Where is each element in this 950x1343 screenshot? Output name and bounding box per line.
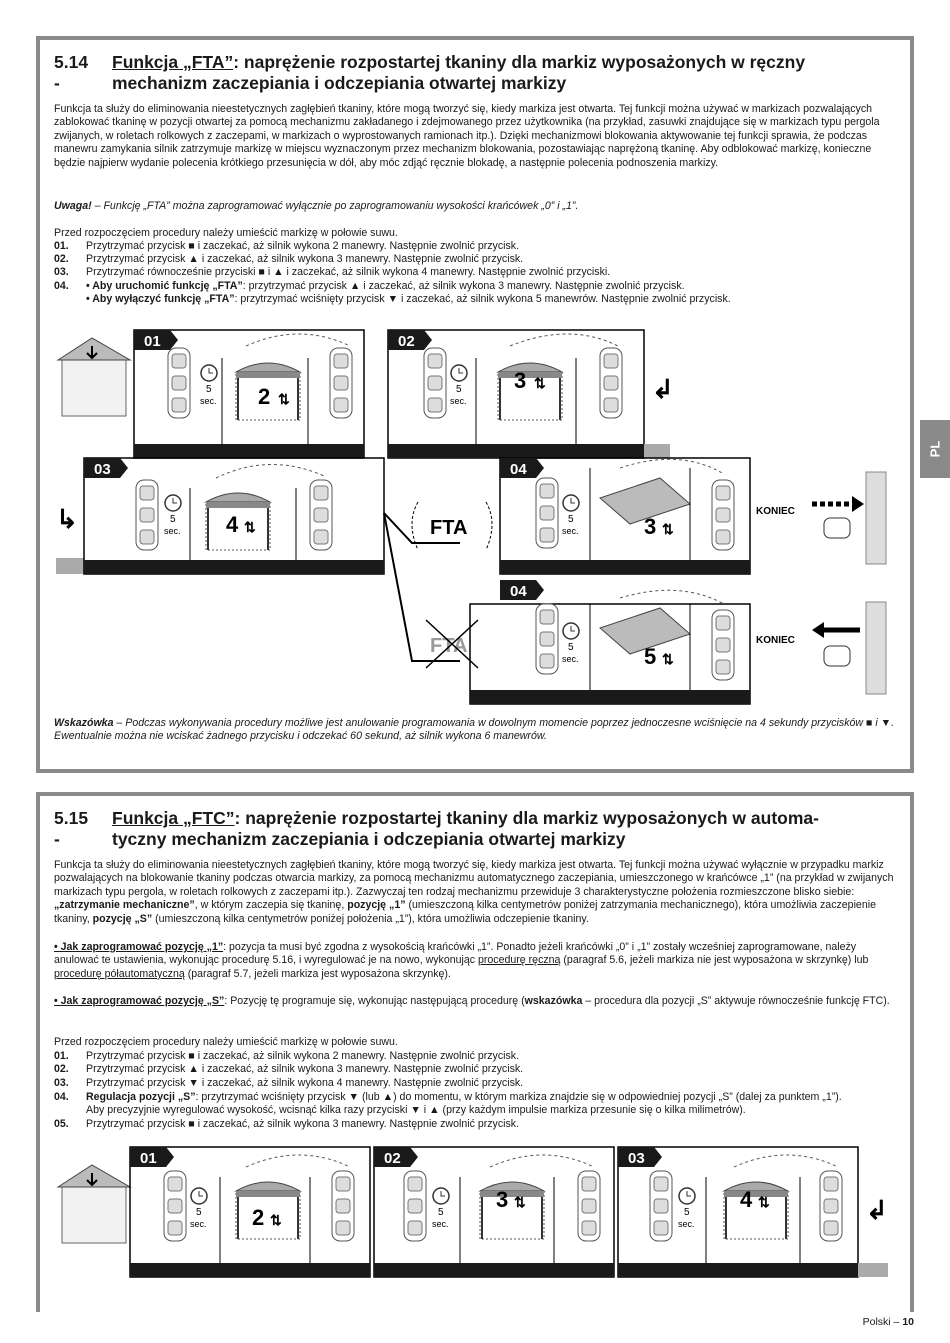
maneuver-count: 5: [644, 644, 657, 669]
return-arrow-icon: ↲: [866, 1195, 888, 1225]
maneuver-count: 3: [514, 368, 527, 393]
svg-text:sec.: sec.: [562, 526, 579, 536]
updown-arrows-icon: ⇅: [514, 1194, 526, 1210]
function-name: Funkcja „FTC”: [112, 808, 235, 828]
step-badge: 03: [94, 461, 111, 478]
step-item: 01. Przytrzymać przycisk ■ i zaczekać, aż silnik wykona 2 manewry. Następnie zwolnić przycisk.: [54, 240, 520, 252]
updown-arrows-icon: ⇅: [270, 1212, 282, 1228]
function-name: Funkcja „FTA”: [112, 52, 234, 72]
svg-text:5: 5: [456, 384, 462, 395]
step-item: 02. Przytrzymać przycisk ▲ i zaczekać, aż silnik wykona 3 manewry. Następnie zwolnić przycisk.: [54, 253, 524, 265]
step-item: 04. • Aby uruchomić funkcję „FTA”: przytrzymać przycisk ▲ i zaczekać, aż silnik wykona 3 manewry. Następnie zwolnić przycisk.: [54, 280, 685, 292]
page-footer: Polski – 10: [862, 1316, 914, 1328]
step-item: Aby precyzyjnie wyregulować wysokość, wcisnąć kilka razy przyciski ▼ i ▲ (przy każdym impulsie markiza przesunie się o kilka milimetrów).: [86, 1104, 746, 1116]
fta-procedure-diagram: [40, 318, 910, 708]
svg-text:sec.: sec.: [190, 1219, 207, 1229]
maneuver-count: 4: [226, 512, 239, 537]
diagram-house-initial: [58, 1165, 130, 1243]
svg-text:5: 5: [684, 1207, 690, 1218]
svg-text:sec.: sec.: [164, 526, 181, 536]
step-item: 02. Przytrzymać przycisk ▲ i zaczekać, aż silnik wykona 3 manewry. Następnie zwolnić przycisk.: [54, 1063, 524, 1075]
updown-arrows-icon: ⇅: [534, 375, 546, 391]
svg-text:sec.: sec.: [200, 396, 217, 406]
updown-arrows-icon: ⇅: [662, 651, 674, 667]
svg-text:sec.: sec.: [450, 396, 467, 406]
manual-procedure-link[interactable]: procedurę ręczną: [478, 954, 561, 967]
step-item: 05. Przytrzymać przycisk ■ i zaczekać, aż silnik wykona 3 manewry. Następnie zwolnić przycisk.: [54, 1118, 520, 1130]
svg-text:5: 5: [438, 1207, 444, 1218]
section-5-14: 5.14 - Funkcja „FTA”: naprężenie rozpostartej tkaniny dla markiz wyposażonych w ręczny mechanizm zaczepiania i odczepiania otwartej markizy Funkcja ta służy do eliminowania nieestetycznych zagłębień tkaniny, które mogą tworzyć się, kiedy markiza jest otwarta. Tej funkcji można używać w markizach pozwalających zablokować tkaninę w pozycji otwartej za pomocą mechanizmu zakładanego i zdejmowanego przez użytkownika (na przykład, zasuwki znajdujące się w markizach typu pergola zwijanych, w roletach rolkowych z zaczepami, w markizach o wyprostowanych ramionach itp.). Dzięki mechanizmowi blokowania aktywowanie tej funkcji sprawia, że podczas manewru zamykania silnik zatrzymuje markizę w miejscu wyznaczonym przez mechanizm blokowania, pozostawiając naprężoną tkaninę. Aby odblokować markizę, konieczne będzie najpierw wydanie polecenia krótkiego przesunięcia w dół, aby móc zdjąć ręcznie blokadę, a następnie polecenia podnoszenia markizy. Uwaga! – Funkcję „FTA” można zaprogramować wyłącznie po zaprogramowaniu wysokości krańcówek „0” i „1”. Przed rozpoczęciem procedury należy umieścić markizę w połowie suwu. 01. Przytrzymać przycisk ■ i zaczekać, aż silnik wykona 2 manewry. Następnie zwolnić przycisk. 02. Przytrzymać przycisk ▲ i zaczekać, aż silnik wykona 3 manewry. Następnie zwolnić przycisk. 03. Przytrzymać równocześnie przyciski ■ i ▲ i zaczekać, aż silnik wykona 4 manewry. Następnie zwolnić przyciski. 04. • Aby uruchomić funkcję „FTA”: przytrzymać przycisk ▲ i zaczekać, aż silnik wykona 3 manewry. Następnie zwolnić przycisk. • Aby wyłączyć funkcję „FTA”: przytrzymać wciśnięty przycisk ▼ i zaczekać, aż silnik wykona 5 manewrów. Następnie zwolnić przycisk. 01 5 sec. 2 ⇅ 02 5 sec. 3 ⇅ ↲ ↳ 03 5 sec. 4 ⇅ FTA FTA 04 5 sec. 3 ⇅ KONIEC 04 5 sec. 5 ⇅ KONIEC Wskazówka – Podczas wykonywania procedury możliwe jest anulowanie programowania w dowolnym momencie poprzez jednoczesne wciśnięcie na 4 sekundy przycisków ■ i ▼. Ewentualnie można nie wciskać żadnego przycisku i odczekać 60 sekund, aż silnik wykona 6 manewrów.: [36, 36, 914, 773]
fta-label: FTA: [430, 517, 468, 539]
svg-text:5: 5: [568, 642, 574, 653]
fta-label-disabled: FTA: [430, 635, 468, 657]
svg-text:sec.: sec.: [432, 1219, 449, 1229]
return-arrow-icon: ↳: [56, 504, 78, 534]
step-badge: 04: [510, 583, 527, 600]
bullet-position-s: • Jak zaprogramować pozycję „S”: Pozycję tę programuje się, wykonując następującą procedurę (wskazówka – procedura dla pozycji „S” aktywuje równocześnie funkcję FTC).: [54, 995, 890, 1007]
ftc-procedure-diagram: [40, 1141, 910, 1311]
step-item: 03. Przytrzymać przycisk ▼ i zaczekać, aż silnik wykona 4 manewry. Następnie zwolnić przycisk.: [54, 1077, 524, 1089]
updown-arrows-icon: ⇅: [758, 1194, 770, 1210]
semiauto-procedure-link[interactable]: procedurę półautomatyczną: [54, 967, 185, 980]
updown-arrows-icon: ⇅: [244, 519, 256, 535]
end-label: KONIEC: [756, 635, 795, 646]
step-item: 04. Regulacja pozycji „S”: przytrzymać wciśnięty przycisk ▼ (lub ▲) do momentu, w którym markiza znajdzie się w odpowiedniej pozycji „S” (dalej za punktem „1”).: [54, 1091, 842, 1103]
svg-text:5: 5: [170, 514, 176, 525]
bullet-position-1: • Jak zaprogramować pozycję „1”: pozycja ta musi być zgodna z wysokością krańcówki „1”. Ponadto jeżeli krańcówki „0” i „1” zostały wcześniej zaprogramowane, należy anulować te ustawienia, wykonując procedurę 5.16, i wyregulować je na nowo, wykonując procedurę ręczną (paragraf 5.6, jeżeli markiza nie jest wyposażona w skrzynkę) lub procedurę półautomatyczną (paragraf 5.7, jeżeli markiza jest wyposażona skrzynkę).: [54, 941, 869, 980]
updown-arrows-icon: ⇅: [278, 391, 290, 407]
svg-text:sec.: sec.: [562, 654, 579, 664]
language-side-tab: PL: [920, 420, 950, 478]
step-badge: 03: [628, 1150, 645, 1167]
svg-text:5: 5: [568, 514, 574, 525]
maneuver-count: 3: [496, 1187, 509, 1212]
step-badge: 01: [140, 1150, 157, 1167]
hint-note: Wskazówka – Podczas wykonywania procedury możliwe jest anulowanie programowania w dowolnym momencie poprzez jednoczesne wciśnięcie na 4 sekundy przycisków ■ i ▼. Ewentualnie można nie wciskać żadnego przycisku i odczekać 60 sekund, aż silnik wykona 6 manewrów.: [54, 717, 895, 743]
maneuver-count: 2: [258, 384, 271, 409]
return-arrow-icon: ↲: [652, 374, 674, 404]
step-badge: 02: [384, 1150, 401, 1167]
svg-text:sec.: sec.: [678, 1219, 695, 1229]
end-label: KONIEC: [756, 506, 795, 517]
intro-paragraph: Funkcja ta służy do eliminowania nieestetycznych zagłębień tkaniny, które mogą tworzyć się, kiedy markiza jest otwarta. Tej funkcji można używać w markizach pozwalających zablokować tkaninę w pozycji otwartej za pomocą mechanizmu zakładanego i zdejmowanego przez użytkownika (na przykład, zasuwki znajdujące się w markizach typu pergola zwijanych, w roletach rolkowych z zaczepami, w markizach o wyprostowanych ramionach itp.). Dzięki mechanizmowi blokowania aktywowanie tej funkcji sprawia, że podczas manewru zamykania silnik zatrzymuje markizę w miejscu wyznaczonym przez mechanizm blokowania, pozostawiając naprężoną tkaninę. Aby odblokować markizę, konieczne będzie najpierw wydanie polecenia krótkiego przesunięcia w dół, aby móc zdjąć ręcznie blokadę, a następnie polecenia podnoszenia markizy.: [54, 103, 880, 169]
maneuver-count: 3: [644, 514, 657, 539]
page-number: 10: [902, 1316, 914, 1328]
svg-text:5: 5: [196, 1207, 202, 1218]
step-item: 03. Przytrzymać równocześnie przyciski ■ i ▲ i zaczekać, aż silnik wykona 4 manewry. Następnie zwolnić przyciski.: [54, 266, 611, 278]
step-item: • Aby wyłączyć funkcję „FTA”: przytrzymać wciśnięty przycisk ▼ i zaczekać, aż silnik wykona 5 manewrów. Następnie zwolnić przycisk.: [86, 293, 731, 305]
updown-arrows-icon: ⇅: [662, 521, 674, 537]
warning-note: Uwaga! – Funkcję „FTA” można zaprogramować wyłącznie po zaprogramowaniu wysokości krańcówek „0” i „1”.: [54, 200, 579, 212]
intro-paragraph: Funkcja ta służy do eliminowania nieestetycznych zagłębień tkaniny, które mogą tworzyć się, kiedy markiza jest otwarta. Tej funkcji można używać wyłącznie w przypadku markiz pozwalających na blokowanie tkaniny podczas otwarcia markizy, za pomocą mechanizmu automatycznego zaczepiania, umieszczonego w krańcówce „1” (na przykład w zwijanych markizach typu pergola, w roletach rolkowych z zaczepami itp.). Zazwyczaj ten rodzaj mechanizmu przewiduje 3 charakterystyczne położenia rozmieszczone blisko siebie: „zatrzymanie mechaniczne”, w którym zaczepia się tkaninę, pozycję „1” (umieszczoną kilka centymetrów poniżej zatrzymania mechanicznego), która umożliwia zaczepienie tkaniny, pozycję „S” (umieszczoną kilka centymetrów poniżej położenia „1”), która umożliwia odczepienie tkaniny.: [54, 859, 894, 925]
step-item: 01. Przytrzymać przycisk ■ i zaczekać, aż silnik wykona 2 manewry. Następnie zwolnić przycisk.: [54, 1050, 520, 1062]
pre-instruction: Przed rozpoczęciem procedury należy umieścić markizę w połowie suwu.: [54, 227, 398, 239]
pre-instruction: Przed rozpoczęciem procedury należy umieścić markizę w połowie suwu.: [54, 1036, 398, 1048]
section-5-15: 5.15 - Funkcja „FTC”: naprężenie rozpostartej tkaniny dla markiz wyposażonych w automa- tyczny mechanizm zaczepiania i odczepiania otwartej markizy Funkcja ta służy do eliminowania nieestetycznych zagłębień tkaniny, które mogą tworzyć się, kiedy markiza jest otwarta. Tej funkcji można używać wyłącznie w przypadku markiz pozwalających na blokowanie tkaniny podczas otwarcia markizy, za pomocą mechanizmu automatycznego zaczepiania, umieszczonego w krańcówce „1” (na przykład w zwijanych markizach typu pergola, w roletach rolkowych z zaczepami itp.). Zazwyczaj ten rodzaj mechanizmu przewiduje 3 charakterystyczne położenia rozmieszczone blisko siebie: „zatrzymanie mechaniczne”, w którym zaczepia się tkaninę, pozycję „1” (umieszczoną kilka centymetrów poniżej zatrzymania mechanicznego), która umożliwia zaczepienie tkaniny, pozycję „S” (umieszczoną kilka centymetrów poniżej położenia „1”), która umożliwia odczepienie tkaniny. • Jak zaprogramować pozycję „1”: pozycja ta musi być zgodna z wysokością krańcówki „1”. Ponadto jeżeli krańcówki „0” i „1” zostały wcześniej zaprogramowane, należy anulować te ustawienia, wykonując procedurę 5.16, i wyregulować je na nowo, wykonując procedurę ręczną (paragraf 5.6, jeżeli markiza nie jest wyposażona w skrzynkę) lub procedurę półautomatyczną (paragraf 5.7, jeżeli markiza jest wyposażona skrzynkę). • Jak zaprogramować pozycję „S”: Pozycję tę programuje się, wykonując następującą procedurę (wskazówka – procedura dla pozycji „S” aktywuje równocześnie funkcję FTC). Przed rozpoczęciem procedury należy umieścić markizę w połowie suwu. 01. Przytrzymać przycisk ■ i zaczekać, aż silnik wykona 2 manewry. Następnie zwolnić przycisk. 02. Przytrzymać przycisk ▲ i zaczekać, aż silnik wykona 3 manewry. Następnie zwolnić przycisk. 03. Przytrzymać przycisk ▼ i zaczekać, aż silnik wykona 4 manewry. Następnie zwolnić przycisk. 04. Regulacja pozycji „S”: przytrzymać wciśnięty przycisk ▼ (lub ▲) do momentu, w którym markiza znajdzie się w odpowiedniej pozycji „S” (dalej za punktem „1”). Aby precyzyjnie wyregulować wysokość, wcisnąć kilka razy przyciski ▼ i ▲ (przy każdym impulsie markiza przesunie się o kilka milimetrów). 05. Przytrzymać przycisk ■ i zaczekać, aż silnik wykona 3 manewry. Następnie zwolnić przycisk. 01 5 sec. 2 ⇅ 02 5 sec. 3 ⇅ 03 5 sec. 4 ⇅ ↲: [36, 792, 914, 1312]
maneuver-count: 2: [252, 1205, 265, 1230]
step-badge: 04: [510, 461, 527, 478]
section-number: 5.15 -: [54, 808, 89, 849]
maneuver-count: 4: [740, 1187, 753, 1212]
step-badge: 02: [398, 333, 415, 350]
step-badge: 01: [144, 333, 161, 350]
diagram-house-initial: [58, 338, 130, 416]
svg-text:5: 5: [206, 384, 212, 395]
section-number: 5.14 -: [54, 52, 89, 93]
